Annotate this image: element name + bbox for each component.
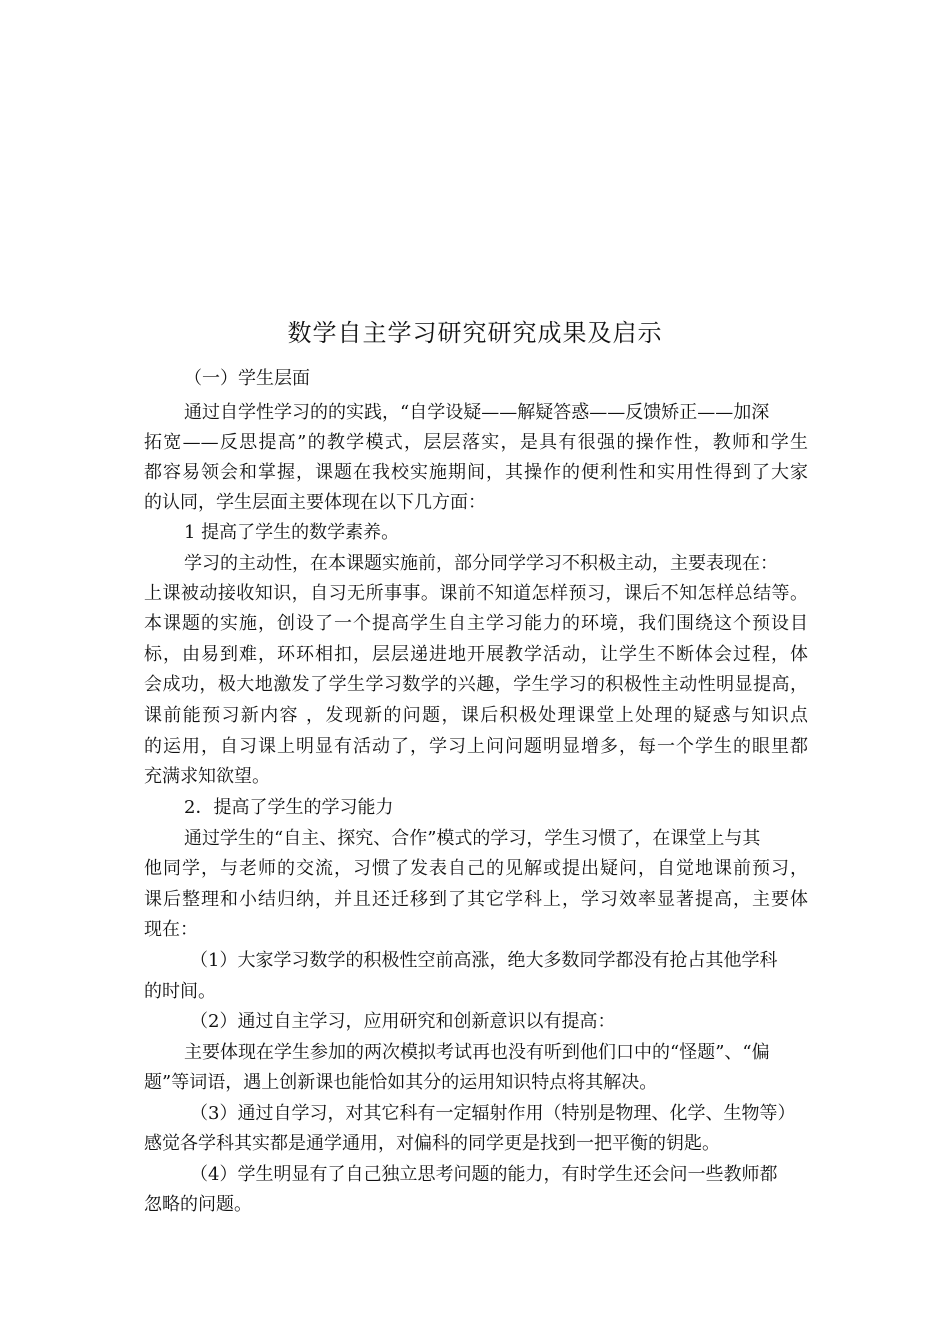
list-item-line: 的时间。: [144, 981, 216, 1002]
list-heading: 2．提高了学生的学习能力: [184, 797, 394, 818]
list-heading: 1 提高了学生的数学素养。: [184, 522, 400, 543]
paragraph-line: 学习的主动性，在本课题实施前，部分同学学习不积极主动，主要表现在：: [184, 553, 778, 574]
paragraph-line: 拓宽——反思提高”的教学模式，层层落实，是具有很强的操作性，教师和学生: [144, 432, 808, 453]
paragraph-line: 本课题的实施，创设了一个提高学生自主学习能力的环境，我们围绕这个预设目: [144, 613, 808, 634]
section-heading: （一）学生层面: [184, 368, 310, 389]
paragraph-line: 主要体现在学生参加的两次模拟考试再也没有听到他们口中的“怪题”、“偏: [184, 1042, 770, 1063]
document-title: 数学自主学习研究研究成果及启示: [287, 319, 663, 347]
list-item: （1）大家学习数学的积极性空前高涨，绝大多数同学都没有抢占其他学科: [190, 950, 778, 971]
paragraph-line: 会成功，极大地激发了学生学习数学的兴趣，学生学习的积极性主动性明显提高，: [144, 674, 808, 695]
paragraph-line: 上课被动接收知识，自习无所事事。课前不知道怎样预习，课后不知怎样总结等。: [144, 583, 808, 604]
list-item: （4）学生明显有了自己独立思考问题的能力，有时学生还会问一些教师都: [190, 1164, 778, 1185]
list-item: （3）通过自学习，对其它科有一定辐射作用（特别是物理、化学、生物等）: [190, 1103, 796, 1124]
paragraph-line: 课前能预习新内容 ，发现新的问题，课后积极处理课堂上处理的疑惑与知识点: [144, 705, 808, 726]
paragraph-line: 题”等词语，遇上创新课也能恰如其分的运用知识特点将其解决。: [144, 1072, 658, 1093]
paragraph-line: 标，由易到难，环环相扣，层层递进地开展教学活动，让学生不断体会过程，体: [144, 644, 808, 665]
paragraph-line: 的认同，学生层面主要体现在以下几方面：: [144, 492, 486, 513]
paragraph-line: 充满求知欲望。: [144, 766, 270, 787]
paragraph-line: 现在：: [144, 919, 198, 940]
paragraph-line: 通过学生的“自主、探究、合作”模式的学习，学生习惯了，在课堂上与其: [184, 828, 761, 849]
paragraph-line: 课后整理和小结归纳，并且还迁移到了其它学科上，学习效率显著提高，主要体: [144, 889, 808, 910]
paragraph-line: 通过自学性学习的的实践，“自学设疑——解疑答惑——反馈矫正——加深: [184, 402, 770, 423]
list-item-line: 感觉各学科其实都是通学通用，对偏科的同学更是找到一把平衡的钥匙。: [144, 1133, 720, 1154]
paragraph-line: 的运用，自习课上明显有活动了，学习上问问题明显增多，每一个学生的眼里都: [144, 736, 808, 757]
paragraph-line: 都容易领会和掌握，课题在我校实施期间，其操作的便利性和实用性得到了大家: [144, 462, 808, 483]
list-item: （2）通过自主学习，应用研究和创新意识以有提高：: [190, 1011, 616, 1032]
paragraph-line: 他同学，与老师的交流，习惯了发表自己的见解或提出疑问，自觉地课前预习，: [144, 858, 808, 879]
list-item-line: 忽略的问题。: [144, 1194, 252, 1215]
